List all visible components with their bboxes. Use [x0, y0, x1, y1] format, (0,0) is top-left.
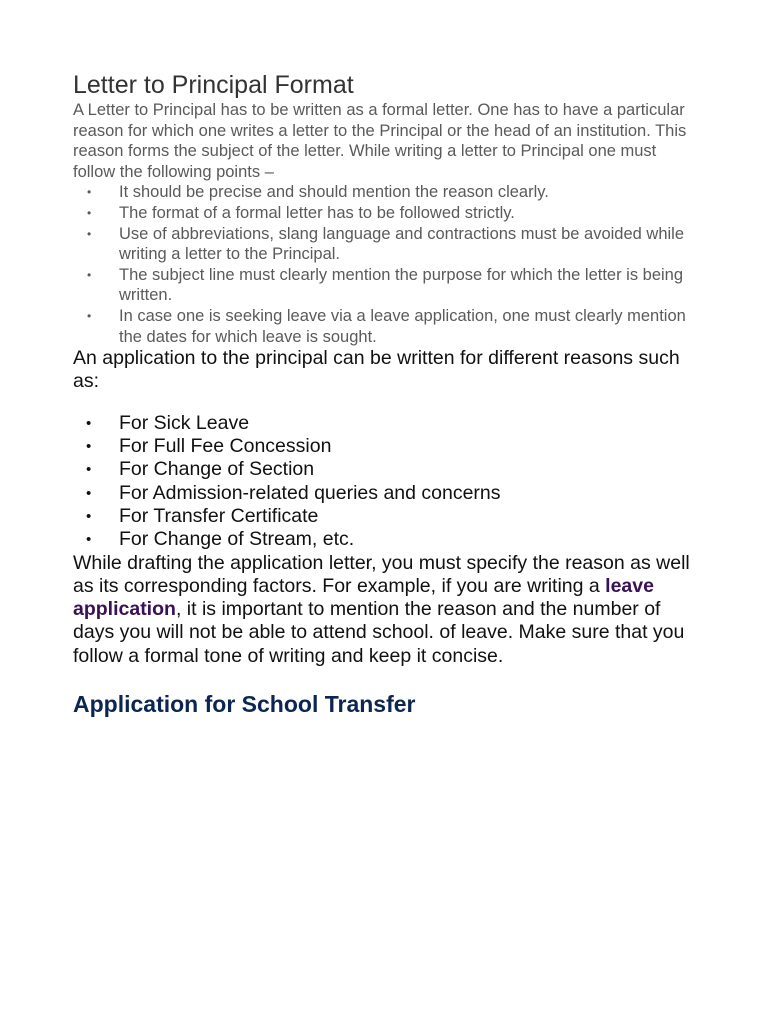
list-item-text: It should be precise and should mention the reason clearly. — [119, 183, 549, 202]
list-item-text: In case one is seeking leave via a leave application, one must clearly mention the dates for which leave is sought. — [119, 306, 686, 346]
list-item-text: For Full Fee Concession — [119, 435, 332, 458]
list-item — [73, 528, 703, 551]
drafting-text-end: , it is important to mention the reason and the number of days you will not be able to attend school. of leave. Make sure that you follow a formal tone of writing and keep it concise. — [73, 598, 685, 667]
bullet-icon: • — [86, 531, 92, 549]
bullet-icon: • — [87, 308, 92, 323]
reasons-intro: An application to the principal can be written for different reasons such as: — [73, 347, 680, 393]
bullet-icon: • — [86, 414, 92, 432]
leave-application-link[interactable]: leave application — [73, 574, 654, 621]
bullet-icon: • — [87, 267, 92, 282]
document-page — [73, 70, 703, 718]
bullet-icon: • — [87, 185, 92, 200]
list-item — [73, 482, 703, 505]
list-item — [73, 458, 703, 481]
list-item — [73, 224, 703, 265]
list-item — [73, 435, 703, 458]
page-title: Letter to Principal Format — [73, 71, 354, 99]
section-heading: Application for School Transfer — [73, 690, 416, 717]
list-item-text: For Transfer Certificate — [119, 504, 319, 527]
intro-paragraph: A Letter to Principal has to be written as a formal letter. One has to have a particular reason for which one writes a letter to the Principal or the head of an institution. This reason forms the subject of the letter. While writing a letter to Principal one must follow the following points – — [73, 101, 687, 181]
drafting-text-start: While drafting the application letter, you must specify the reason as well as its corresponding factors. For example, if you are writing a — [73, 551, 690, 597]
list-item-text: For Change of Section — [119, 458, 315, 481]
list-item-text: For Sick Leave — [119, 411, 250, 434]
bullet-icon: • — [87, 226, 92, 241]
list-item — [73, 505, 703, 528]
bullet-icon: • — [86, 461, 92, 479]
list-item — [73, 182, 703, 203]
list-item-text: The format of a formal letter has to be followed strictly. — [119, 203, 515, 222]
list-item-text: For Change of Stream, etc. — [119, 528, 355, 551]
list-item-text: Use of abbreviations, slang language and contractions must be avoided while writing a letter to the Principal. — [119, 224, 685, 264]
list-item-text: For Admission-related queries and concerns — [119, 481, 501, 504]
list-item — [73, 306, 703, 347]
bullet-icon: • — [86, 438, 92, 456]
bullet-icon: • — [86, 484, 92, 502]
bullet-icon: • — [87, 205, 92, 220]
list-item — [73, 412, 703, 435]
list-item-text: The subject line must clearly mention the purpose for which the letter is being written. — [119, 265, 684, 305]
drafting-paragraph — [73, 552, 703, 668]
bullet-icon: • — [86, 507, 92, 525]
reasons-list — [73, 412, 703, 552]
guidelines-list — [73, 182, 703, 347]
list-item — [73, 265, 703, 306]
list-item — [73, 203, 703, 224]
